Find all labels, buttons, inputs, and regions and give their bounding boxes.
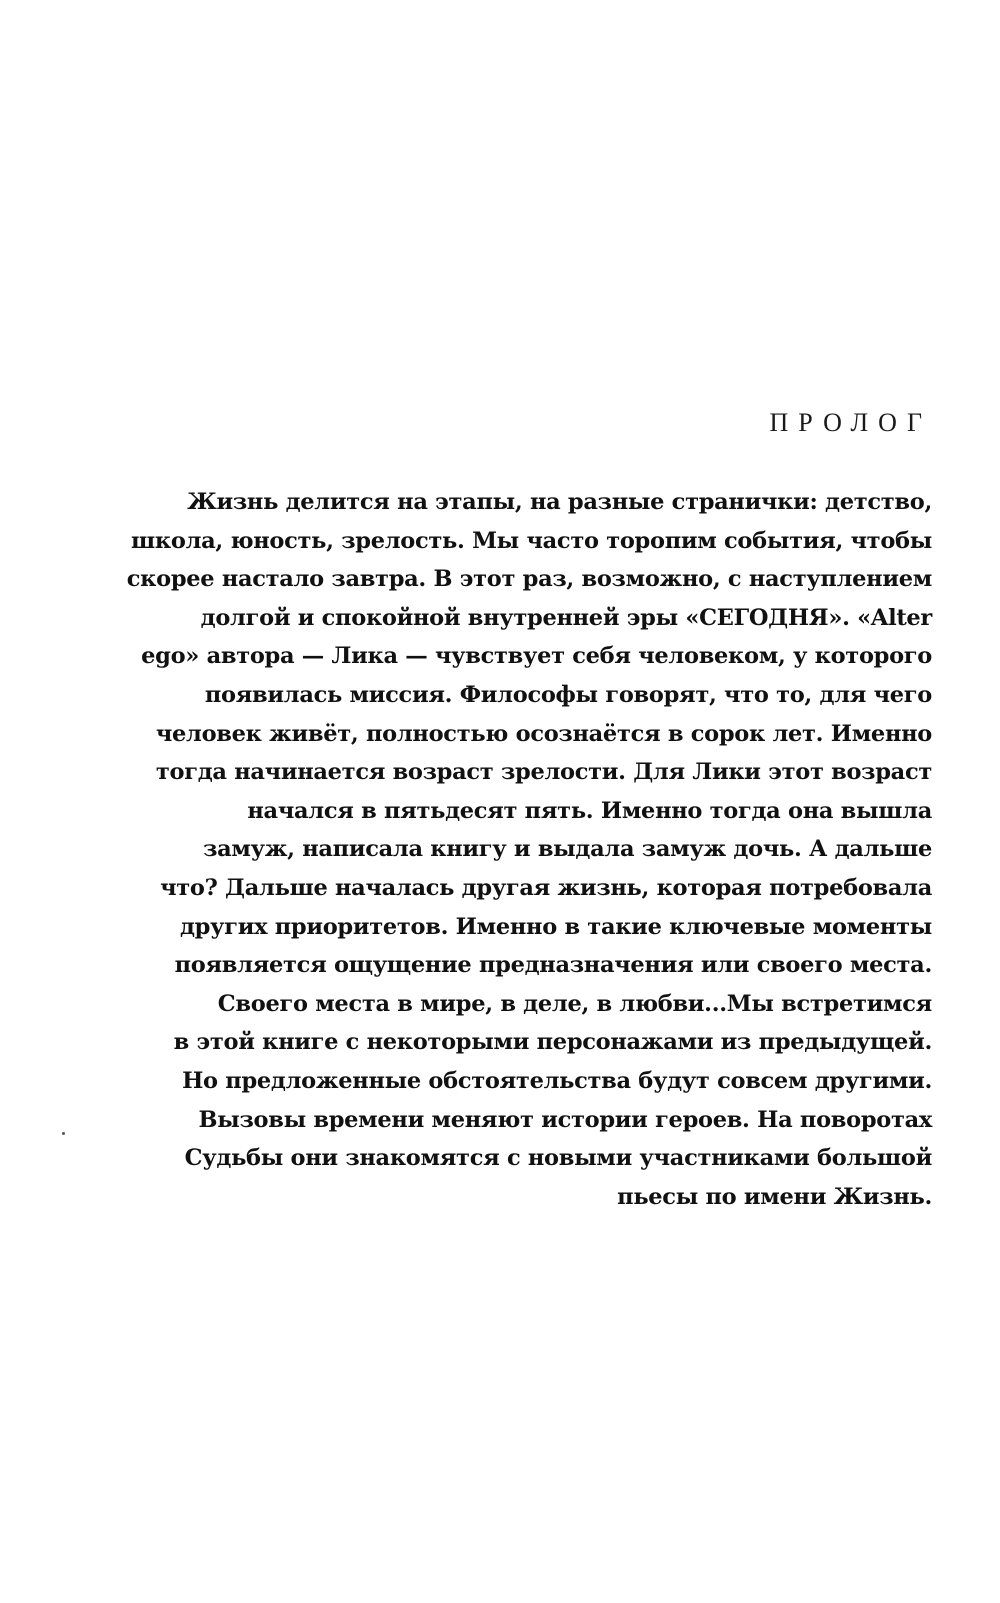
paragraph-line: Своего места в мире, в деле, в любви...Мы встретимся bbox=[217, 990, 932, 1017]
chapter-heading: ПРОЛОГ bbox=[769, 408, 932, 437]
paragraph-line: Вызовы времени меняют истории героев. На поворотах bbox=[198, 1106, 932, 1133]
paragraph-line: начался в пятьдесят пять. Именно тогда она вышла bbox=[247, 797, 932, 824]
paragraph-line: в этой книге с некоторыми персонажами из предыдущей. bbox=[173, 1029, 932, 1056]
paragraph-line: тогда начинается возраст зрелости. Для Лики этот возраст bbox=[155, 759, 932, 786]
paragraph-line: что? Дальше началась другая жизнь, которая потребовала bbox=[160, 874, 932, 901]
paragraph-line: школа, юность, зрелость. Мы часто торопим события, чтобы bbox=[131, 527, 932, 554]
paragraph-line: Но предложенные обстоятельства будут совсем другими. bbox=[182, 1067, 932, 1094]
print-speck bbox=[62, 1132, 65, 1135]
prologue-paragraph bbox=[50, 483, 932, 1216]
paragraph-line: пьесы по имени Жизнь. bbox=[617, 1183, 932, 1210]
paragraph-line: появилась миссия. Философы говорят, что то, для чего bbox=[204, 681, 932, 708]
paragraph-line: замуж, написала книгу и выдала замуж дочь. А дальше bbox=[203, 836, 932, 863]
paragraph-line: других приоритетов. Именно в такие ключевые моменты bbox=[179, 913, 932, 940]
paragraph-line: скорее настало завтра. В этот раз, возможно, с наступлением bbox=[126, 566, 932, 593]
paragraph-line: появляется ощущение предназначения или своего места. bbox=[174, 952, 932, 979]
paragraph-line: Жизнь делится на этапы, на разные странички: детство, bbox=[187, 489, 932, 515]
paragraph-line: Судьбы они знакомятся с новыми участниками большой bbox=[184, 1145, 932, 1172]
paragraph-line: ego» автора — Лика — чувствует себя человеком, у которого bbox=[141, 643, 932, 670]
paragraph-line: долгой и спокойной внутренней эры «СЕГОДНЯ». «Alter bbox=[200, 604, 932, 631]
paragraph-line: человек живёт, полностью осознаётся в сорок лет. Именно bbox=[155, 720, 932, 747]
